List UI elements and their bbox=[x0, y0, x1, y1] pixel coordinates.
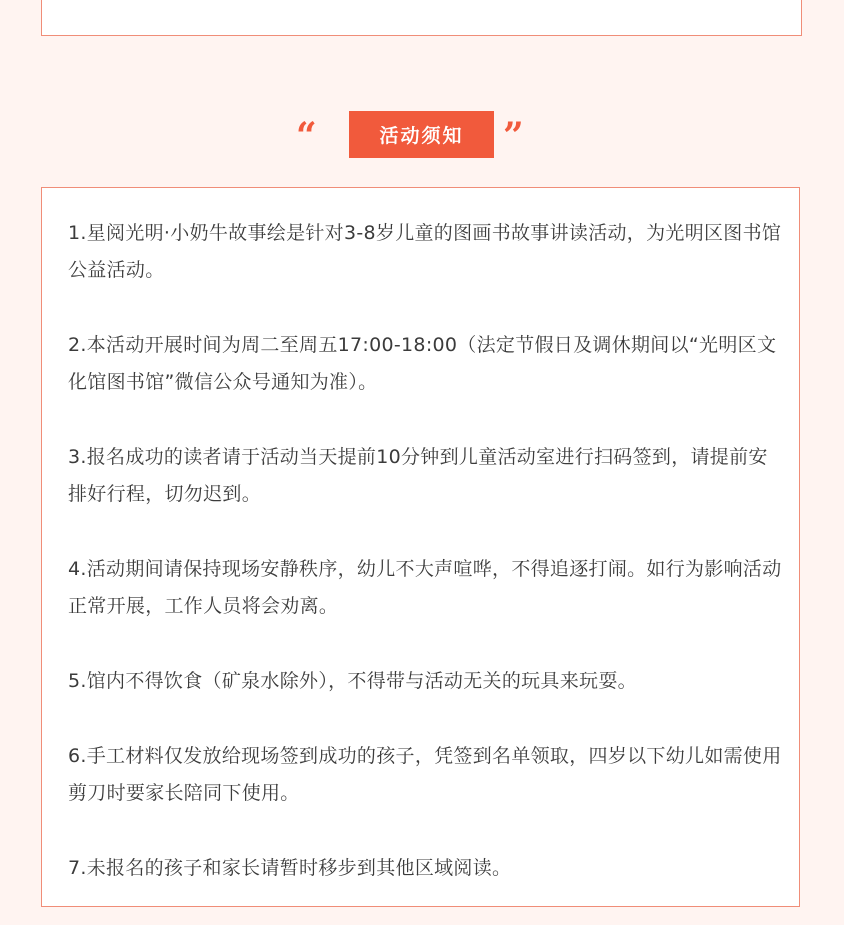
note-item-7: 7.未报名的孩子和家长请暂时移步到其他区域阅读。 bbox=[68, 857, 512, 879]
notes-list bbox=[68, 215, 783, 925]
section-header bbox=[0, 110, 844, 158]
open-quote-icon: “ bbox=[296, 115, 317, 157]
note-item-3: 3.报名成功的读者请于活动当天提前10分钟到儿童活动室进行扫码签到，请提前安排好行程，切勿迟到。 bbox=[68, 446, 768, 505]
previous-section-box bbox=[41, 0, 802, 36]
section-title: 活动须知 bbox=[349, 111, 494, 158]
note-item-1: 1.星阅光明·小奶牛故事绘是针对3-8岁儿童的图画书故事讲读活动，为光明区图书馆公益活动。 bbox=[68, 222, 782, 281]
note-item-5: 5.馆内不得饮食（矿泉水除外），不得带与活动无关的玩具来玩耍。 bbox=[68, 670, 637, 692]
note-item-4: 4.活动期间请保持现场安静秩序，幼儿不大声喧哗，不得追逐打闹。如行为影响活动正常开展，工作人员将会劝离。 bbox=[68, 558, 782, 617]
note-item-2: 2.本活动开展时间为周二至周五17:00-18:00（法定节假日及调休期间以“光明区文化馆图书馆”微信公众号通知为准）。 bbox=[68, 334, 777, 393]
close-quote-icon: ” bbox=[503, 115, 524, 157]
note-item-6: 6.手工材料仅发放给现场签到成功的孩子，凭签到名单领取，四岁以下幼儿如需使用剪刀时要家长陪同下使用。 bbox=[68, 745, 782, 804]
notes-box bbox=[41, 187, 800, 907]
